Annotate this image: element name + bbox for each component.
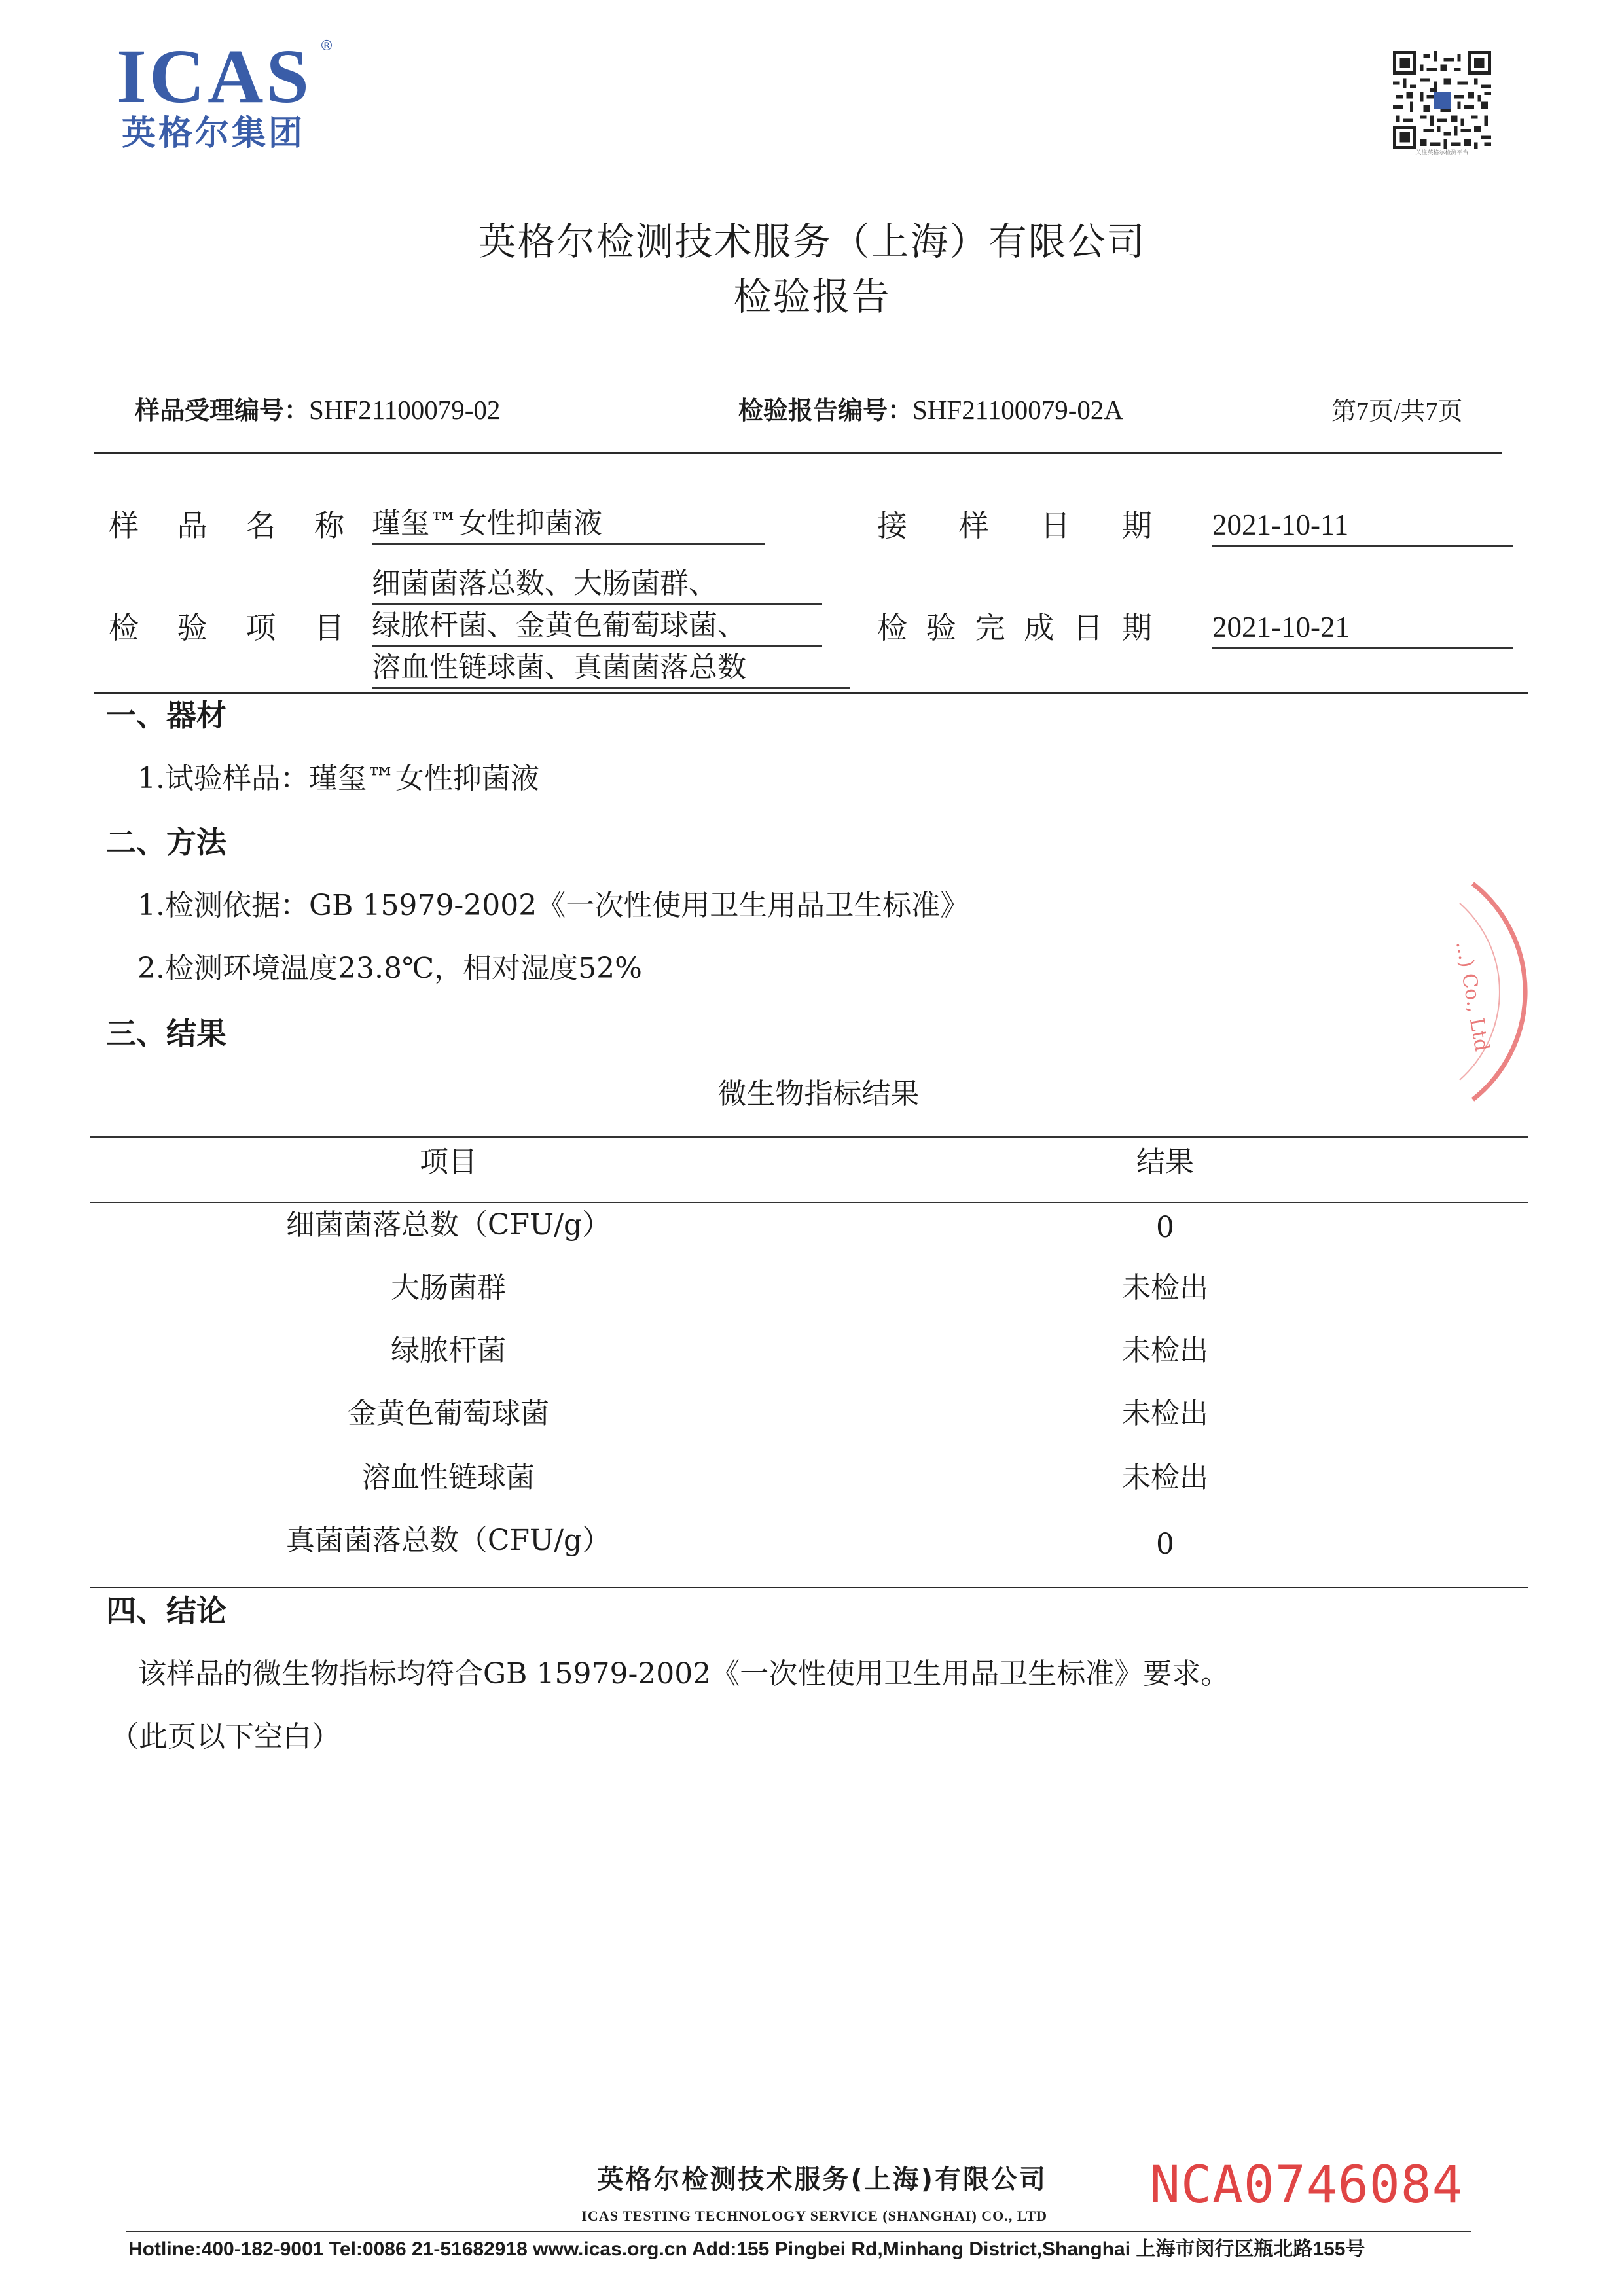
label-char: 日 (1073, 610, 1104, 645)
table-header-item: 项目 (420, 1145, 477, 1179)
footer-company-cn: 英格尔检测技术服务(上海)有限公司 (597, 2164, 1047, 2195)
label-char: 样 (958, 508, 989, 543)
label-char: 项 (245, 610, 276, 645)
footer-contact-line: Hotline:400-182-9001 Tel:0086 21-51682918 www.icas.org.cn Add:155 Pingbei Rd,Minhang District,Shanghai 上海市闵行区瓶北路155号 (128, 2238, 1365, 2260)
equipment-item: 1.试验样品：瑾玺™女性抑菌液 (137, 762, 539, 795)
table-row-item: 真菌菌落总数（CFU/g） (285, 1524, 611, 1557)
table-top-rule (90, 1136, 1528, 1138)
report-title: 检验报告 (733, 274, 891, 319)
label-char: 检 (109, 610, 139, 645)
method-heading: 二、方法 (106, 825, 226, 860)
label-char: 期 (1122, 610, 1152, 645)
method-item-2: 2.检测环境温度23.8℃，相对湿度52% (137, 952, 642, 985)
equipment-heading: 一、器材 (106, 698, 226, 733)
company-title: 英格尔检测技术服务（上海）有限公司 (478, 219, 1146, 264)
sample-name-label (109, 508, 344, 543)
registered-mark: ® (319, 38, 334, 54)
complete-date-value: 2021-10-21 (1212, 613, 1513, 649)
table-row-item: 绿脓杆菌 (391, 1334, 506, 1367)
label-char: 日 (1040, 508, 1071, 543)
label-char: 期 (1122, 508, 1152, 543)
table-row-result: 未检出 (1122, 1271, 1208, 1304)
label-char: 品 (177, 508, 208, 543)
table-caption: 微生物指标结果 (717, 1077, 920, 1111)
table-bottom-rule (90, 1587, 1528, 1588)
label-char: 样 (109, 508, 139, 543)
table-row-result: 未检出 (1122, 1334, 1208, 1367)
page-info: 第7页/共7页 (1331, 398, 1463, 425)
test-items-line-3: 溶血性链球菌、真菌菌落总数 (372, 653, 850, 689)
conclusion-text: 该样品的微生物指标均符合GB 15979-2002《一次性使用卫生用品卫生标准》要求。 (137, 1657, 1230, 1691)
table-row-item: 金黄色葡萄球菌 (348, 1397, 549, 1430)
test-items-line-2: 绿脓杆菌、金黄色葡萄球菌、 (372, 611, 822, 647)
divider (94, 452, 1502, 454)
footer-company-en: ICAS TESTING TECHNOLOGY SERVICE (SHANGHAI) CO., LTD (581, 2208, 1047, 2224)
label-char: 完 (975, 610, 1005, 645)
serial-prefix: NCA (1149, 2156, 1244, 2215)
label-char: 名 (245, 508, 276, 543)
company-logo-subtitle: 英格尔集团 (122, 114, 306, 153)
qr-caption: 关注英格尔检测平台 (1415, 150, 1469, 156)
sample-name-value: 瑾玺™女性抑菌液 (372, 509, 765, 545)
label-char: 接 (877, 508, 907, 543)
company-seal-stamp (1394, 864, 1564, 1113)
label-char: 验 (177, 610, 208, 645)
table-header-result: 结果 (1136, 1145, 1194, 1179)
label-char: 检 (877, 610, 907, 645)
table-row-item: 细菌菌落总数（CFU/g） (285, 1208, 611, 1242)
test-items-label (109, 610, 344, 645)
blank-note: （此页以下空白） (110, 1720, 340, 1753)
qr-code-icon (1393, 51, 1491, 149)
table-row-result: 未检出 (1122, 1397, 1208, 1430)
table-row-item: 溶血性链球菌 (362, 1461, 535, 1494)
label-char: 验 (926, 610, 956, 645)
table-row-item: 大肠菌群 (391, 1271, 506, 1304)
table-header-rule (90, 1202, 1528, 1203)
serial-number (1149, 2156, 1464, 2215)
report-number: 检验报告编号：SHF21100079-02A (738, 395, 1123, 425)
company-logo-wordmark: ICAS (117, 33, 312, 119)
label-char: 目 (314, 610, 344, 645)
test-items-line-1: 细菌菌落总数、大肠菌群、 (372, 569, 822, 605)
result-heading: 三、结果 (106, 1016, 226, 1051)
receive-date-label (877, 508, 1152, 543)
label-char: 称 (314, 508, 344, 543)
serial-digits: 0746084 (1243, 2156, 1464, 2215)
complete-date-label (877, 610, 1152, 645)
sample-number: 样品受理编号：SHF21100079-02 (135, 395, 501, 425)
label-char: 成 (1024, 610, 1055, 645)
receive-date-value: 2021-10-11 (1212, 511, 1513, 547)
table-row-result: 未检出 (1122, 1461, 1208, 1494)
method-item-1: 1.检测依据：GB 15979-2002《一次性使用卫生用品卫生标准》 (137, 889, 969, 922)
footer-rule (126, 2231, 1471, 2232)
table-row-result: 0 (1156, 1528, 1174, 1561)
conclusion-heading: 四、结论 (106, 1593, 226, 1628)
seal-text: ...) Co., Ltd (1451, 939, 1494, 1053)
table-row-result: 0 (1156, 1211, 1174, 1244)
divider (94, 692, 1528, 694)
